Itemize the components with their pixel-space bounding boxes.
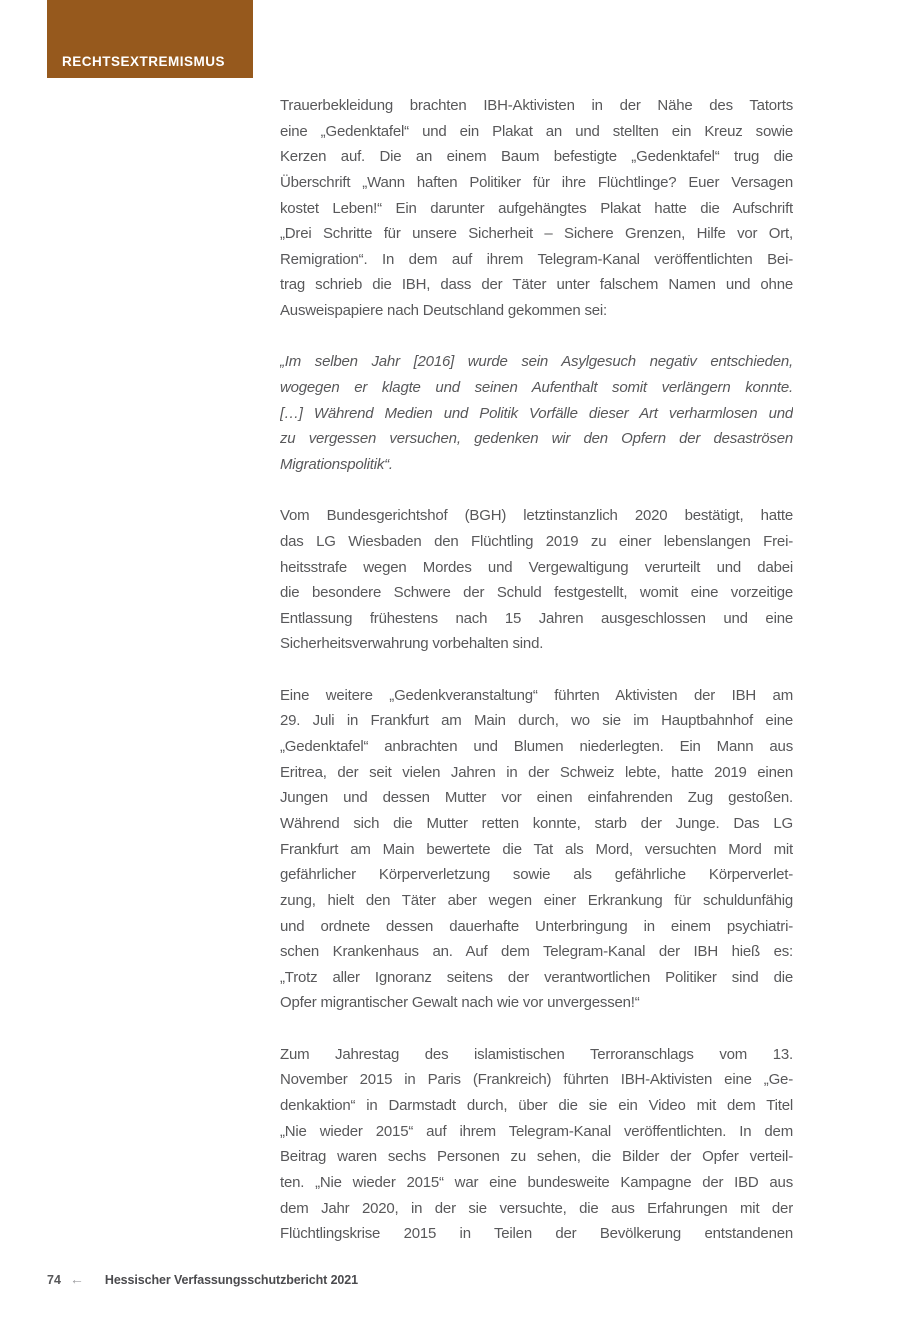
text-line: Flüchtlingskrise 2015 in Teilen der Bevölkerung entstandenen bbox=[280, 1225, 793, 1243]
text-line: Eritrea, der seit vielen Jahren in der Schweiz lebte, hatte 2019 einen bbox=[280, 763, 793, 781]
text-line: Während sich die Mutter retten konnte, starb der Junge. Das LG bbox=[280, 814, 793, 832]
text-line: Migrationspolitik“. bbox=[280, 455, 393, 473]
text-line: zung, hielt den Täter aber wegen einer Erkrankung für schuldunfähig bbox=[280, 891, 793, 909]
text-line: Entlassung frühestens nach 15 Jahren ausgeschlossen und eine bbox=[280, 609, 793, 627]
back-arrow-icon[interactable]: ← bbox=[69, 1271, 84, 1287]
text-line: Remigration“. In dem auf ihrem Telegram-Kanal veröffentlichten Bei- bbox=[280, 250, 793, 268]
text-line: eine „Gedenktafel“ und ein Plakat an und stellten ein Kreuz sowie bbox=[280, 122, 793, 140]
text-line: die besondere Schwere der Schuld festgestellt, womit eine vorzeitige bbox=[280, 584, 793, 602]
page-number: 74 bbox=[47, 1273, 61, 1287]
text-line: Kerzen auf. Die an einem Baum befestigte „Gedenktafel“ trug die bbox=[280, 148, 793, 166]
text-line: ten. „Nie wieder 2015“ war eine bundesweite Kampagne der IBD aus bbox=[280, 1173, 793, 1191]
text-line: Ausweispapiere nach Deutschland gekommen sei: bbox=[280, 302, 608, 320]
text-line: „Drei Schritte für unsere Sicherheit – Sichere Grenzen, Hilfe vor Ort, bbox=[280, 225, 793, 243]
body-text-column bbox=[280, 93, 793, 1272]
text-line: das LG Wiesbaden den Flüchtling 2019 zu einer lebenslangen Frei- bbox=[280, 532, 793, 550]
text-line: Sicherheitsverwahrung vorbehalten sind. bbox=[280, 635, 544, 653]
text-line: schen Krankenhaus an. Auf dem Telegram-Kanal der IBH hieß es: bbox=[280, 943, 793, 961]
text-line: trag schrieb die IBH, dass der Täter unter falschem Namen und ohne bbox=[280, 276, 793, 294]
text-line: Überschrift „Wann haften Politiker für ihre Flüchtlinge? Euer Versagen bbox=[280, 173, 793, 191]
page-footer bbox=[47, 1271, 358, 1287]
text-line: Eine weitere „Gedenkveranstaltung“ führten Aktivisten der IBH am bbox=[280, 686, 793, 704]
text-line: Jungen und dessen Mutter vor einen einfahrenden Zug gestoßen. bbox=[280, 789, 793, 807]
body-paragraph bbox=[280, 683, 793, 1016]
text-line: dem Jahr 2020, in der sie versuchte, die aus Erfahrungen mit der bbox=[280, 1199, 793, 1217]
text-line: wogegen er klagte und seinen Aufenthalt somit verlängern konnte. bbox=[280, 379, 793, 397]
body-paragraph bbox=[280, 1042, 793, 1247]
category-header-bar bbox=[47, 0, 253, 78]
text-line: Zum Jahrestag des islamistischen Terroranschlags vom 13. bbox=[280, 1045, 793, 1063]
text-line: „Im selben Jahr [2016] wurde sein Asylgesuch negativ entschieden, bbox=[280, 353, 793, 371]
text-line: kostet Leben!“ Ein darunter aufgehängtes Plakat hatte die Aufschrift bbox=[280, 199, 793, 217]
text-line: Beitrag waren sechs Personen zu sehen, die Bilder der Opfer verteil- bbox=[280, 1148, 793, 1166]
text-line: […] Während Medien und Politik Vorfälle dieser Art verharmlosen und bbox=[280, 404, 793, 422]
text-line: Trauerbekleidung brachten IBH-Aktivisten in der Nähe des Tatorts bbox=[280, 97, 793, 114]
text-line: gefährlicher Körperverletzung sowie als gefährliche Körperverlet- bbox=[280, 866, 793, 884]
text-line: zu vergessen versuchen, gedenken wir den Opfern der desaströsen bbox=[280, 430, 793, 448]
text-line: „Nie wieder 2015“ auf ihrem Telegram-Kanal veröffentlichten. In dem bbox=[280, 1122, 793, 1140]
text-line: „Gedenktafel“ anbrachten und Blumen niederlegten. Ein Mann aus bbox=[280, 738, 793, 756]
text-line: Opfer migrantischer Gewalt nach wie vor unvergessen!“ bbox=[280, 994, 640, 1012]
text-line: Vom Bundesgerichtshof (BGH) letztinstanzlich 2020 bestätigt, hatte bbox=[280, 507, 793, 525]
text-line: Frankfurt am Main bewertete die Tat als Mord, versuchten Mord mit bbox=[280, 840, 793, 858]
text-line: heitsstrafe wegen Mordes und Vergewaltigung verurteilt und dabei bbox=[280, 558, 793, 576]
text-line: denkaktion“ in Darmstadt durch, über die sie ein Video mit dem Titel bbox=[280, 1096, 793, 1114]
text-line: November 2015 in Paris (Frankreich) führten IBH-Aktivisten eine „Ge- bbox=[280, 1071, 793, 1089]
report-title: Hessischer Verfassungsschutzbericht 2021 bbox=[104, 1273, 358, 1287]
text-line: „Trotz aller Ignoranz seitens der verantwortlichen Politiker sind die bbox=[280, 968, 793, 986]
quote-paragraph bbox=[280, 349, 793, 477]
category-label: RECHTSEXTREMISMUS bbox=[62, 54, 226, 69]
body-paragraph bbox=[280, 503, 793, 657]
text-line: 29. Juli in Frankfurt am Main durch, wo sie im Hauptbahnhof eine bbox=[280, 712, 793, 730]
text-line: und ordnete dessen dauerhafte Unterbringung in einem psychiatri- bbox=[280, 917, 793, 935]
body-paragraph bbox=[280, 93, 793, 324]
